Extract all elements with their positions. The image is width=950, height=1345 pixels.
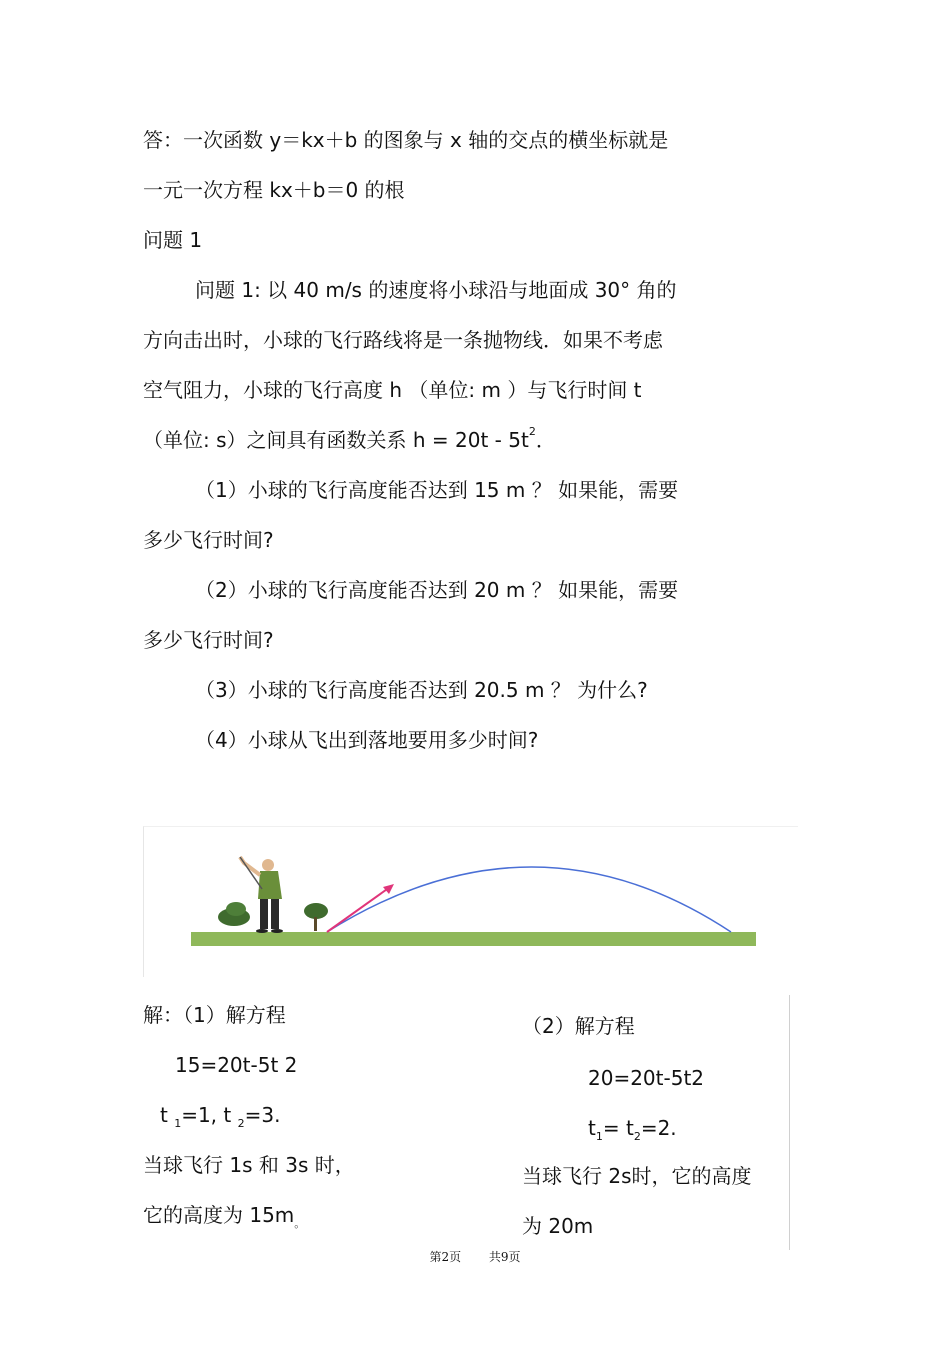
- page-number: 第2页: [429, 1250, 462, 1264]
- question-2-line-1: （2）小球的飞行高度能否达到 20 m ？ 如果能，需要: [195, 578, 679, 602]
- page-footer: [0, 1248, 950, 1265]
- ground: [191, 932, 756, 946]
- problem-line-4: [143, 425, 556, 452]
- answer-line-2: 一元一次方程 kx＋b＝0 的根: [143, 178, 405, 202]
- golf-figure: [143, 826, 798, 977]
- solution-2-equation: 20=20t-5t2: [588, 1066, 705, 1090]
- bush-left-top: [226, 902, 246, 916]
- answer-line-1: 答：一次函数 y＝kx＋b 的图象与 x 轴的交点的横坐标就是: [143, 128, 669, 152]
- page-total: 共9页: [488, 1250, 521, 1264]
- bush-right-stem: [314, 917, 317, 931]
- solution-2-label: （2）解方程: [522, 1014, 635, 1038]
- problem-line-4-text: （单位: s）之间具有函数关系 h = 20t - 5t: [143, 428, 529, 452]
- question-1-line-2: 多少飞行时间?: [143, 528, 274, 552]
- bush-right: [304, 903, 328, 919]
- trajectory-arc: [327, 867, 731, 932]
- problem-heading: 问题 1: [143, 228, 203, 252]
- solution-1-equation: 15=20t-5t 2: [175, 1053, 298, 1077]
- solution-2-roots: $t_1= t_2=2$.: [588, 1116, 677, 1143]
- golf-illustration: [144, 827, 798, 977]
- solution-1-label: 解：（1）解方程: [143, 1003, 286, 1027]
- arrowhead: [383, 884, 394, 894]
- solution-2-conclusion-2: 为 20m: [522, 1214, 594, 1238]
- column-divider: [789, 995, 790, 1250]
- solution-2-conclusion-1: 当球飞行 2s时，它的高度: [522, 1164, 752, 1188]
- exponent: 2: [528, 425, 536, 438]
- question-3: （3）小球的飞行高度能否达到 20.5 m ？ 为什么?: [195, 678, 648, 702]
- question-2-line-2: 多少飞行时间?: [143, 628, 274, 652]
- question-1-line-1: （1）小球的飞行高度能否达到 15 m ？ 如果能，需要: [195, 478, 679, 502]
- solution-1-conclusion-1: 当球飞行 1s 和 3s 时，: [143, 1153, 355, 1177]
- launch-arrow: [327, 887, 390, 932]
- problem-line-1: 问题 1: 以 40 m/s 的速度将小球沿与地面成 30° 角的: [195, 278, 677, 302]
- problem-line-2: 方向击出时，小球的飞行路线将是一条抛物线．如果不考虑: [143, 328, 663, 352]
- problem-line-3: 空气阻力，小球的飞行高度 h （单位: m ）与飞行时间 t: [143, 378, 642, 402]
- period: ．: [535, 428, 556, 452]
- solution-1-conclusion-2: 它的高度为 $15m_。$: [143, 1203, 306, 1230]
- solution-1-roots: t $_1$=1, t $_2$=3.: [160, 1103, 281, 1130]
- question-4: （4）小球从飞出到落地要用多少时间?: [195, 728, 539, 752]
